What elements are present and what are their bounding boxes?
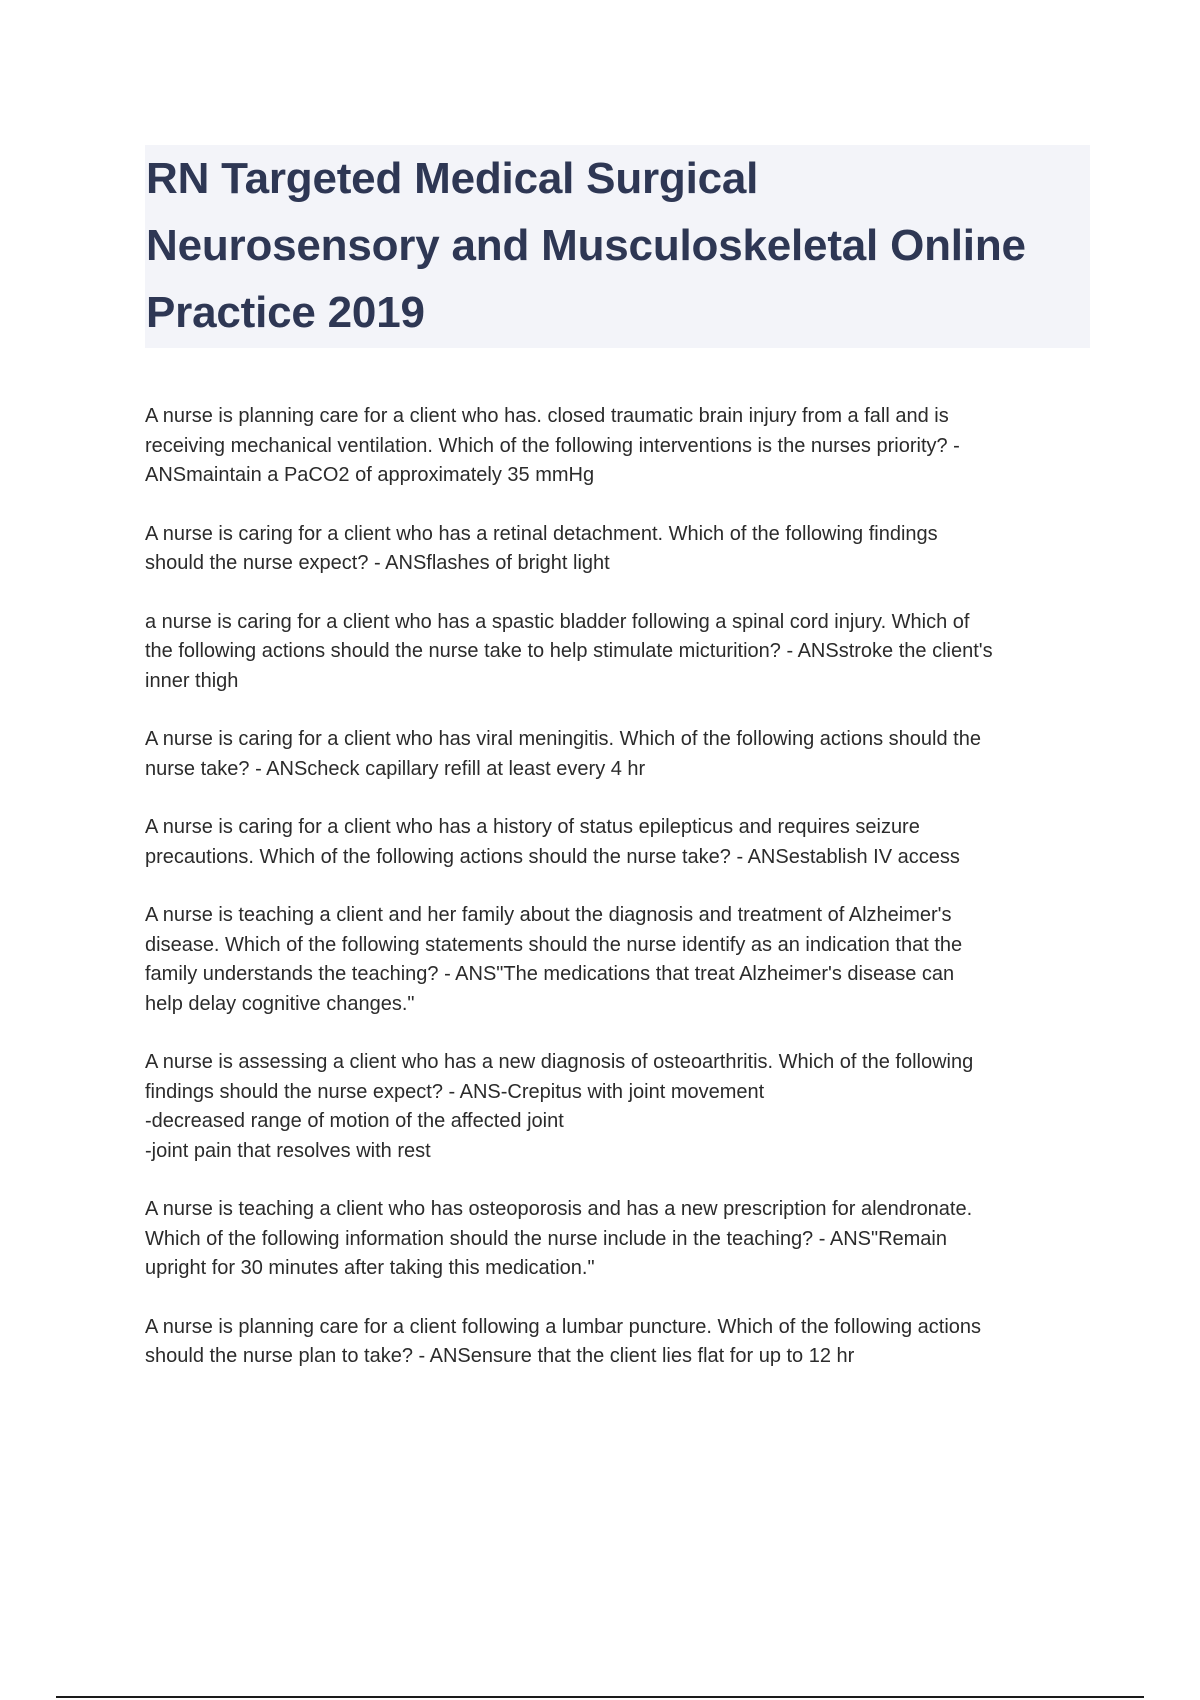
qa-item: a nurse is caring for a client who has a spastic bladder following a spinal cord injury. Which of the following actions should the nurse take to help stimulate micturition? - ANSstroke the client's inner thigh	[145, 610, 993, 692]
title-banner	[145, 145, 1090, 348]
qa-item: A nurse is caring for a client who has viral meningitis. Which of the following actions should the nurse take? - ANScheck capillary refill at least every 4 hr	[145, 728, 981, 780]
qa-item: A nurse is assessing a client who has a new diagnosis of osteoarthritis. Which of the following findings should the nurse expect? - ANS-Crepitus with joint movement -decreased range of motion of the affected joint -joint pain that resolves with rest	[145, 1051, 974, 1162]
qa-item: A nurse is teaching a client and her family about the diagnosis and treatment of Alzheimer's disease. Which of the following statements should the nurse identify as an indication that the family understands the teaching? - ANS"The medications that treat Alzheimer's disease can help delay cognitive changes."	[145, 904, 963, 1015]
qa-item: A nurse is planning care for a client who has. closed traumatic brain injury from a fall and is receiving mechanical ventilation. Which of the following interventions is the nurses priority? - ANSmaintain a PaCO2 of approximately 35 mmHg	[145, 405, 960, 486]
question-answer-list	[145, 402, 1095, 1401]
qa-item: A nurse is caring for a client who has a retinal detachment. Which of the following findings should the nurse expect? - ANSflashes of bright light	[145, 522, 938, 574]
qa-item: A nurse is teaching a client who has osteoporosis and has a new prescription for alendronate. Which of the following information should the nurse include in the teaching? - ANS"Remain upright for 30 minutes after taking this medication."	[145, 1198, 973, 1279]
footer-divider	[56, 1696, 1144, 1698]
document-title: RN Targeted Medical Surgical Neurosensory and Musculoskeletal Online Practice 2019	[146, 154, 1026, 337]
qa-item: A nurse is planning care for a client following a lumbar puncture. Which of the following actions should the nurse plan to take? - ANSensure that the client lies flat for up to 12 hr	[145, 1315, 982, 1367]
qa-item: A nurse is caring for a client who has a history of status epilepticus and requires seizure precautions. Which of the following actions should the nurse take? - ANSestablish IV access	[145, 816, 960, 868]
